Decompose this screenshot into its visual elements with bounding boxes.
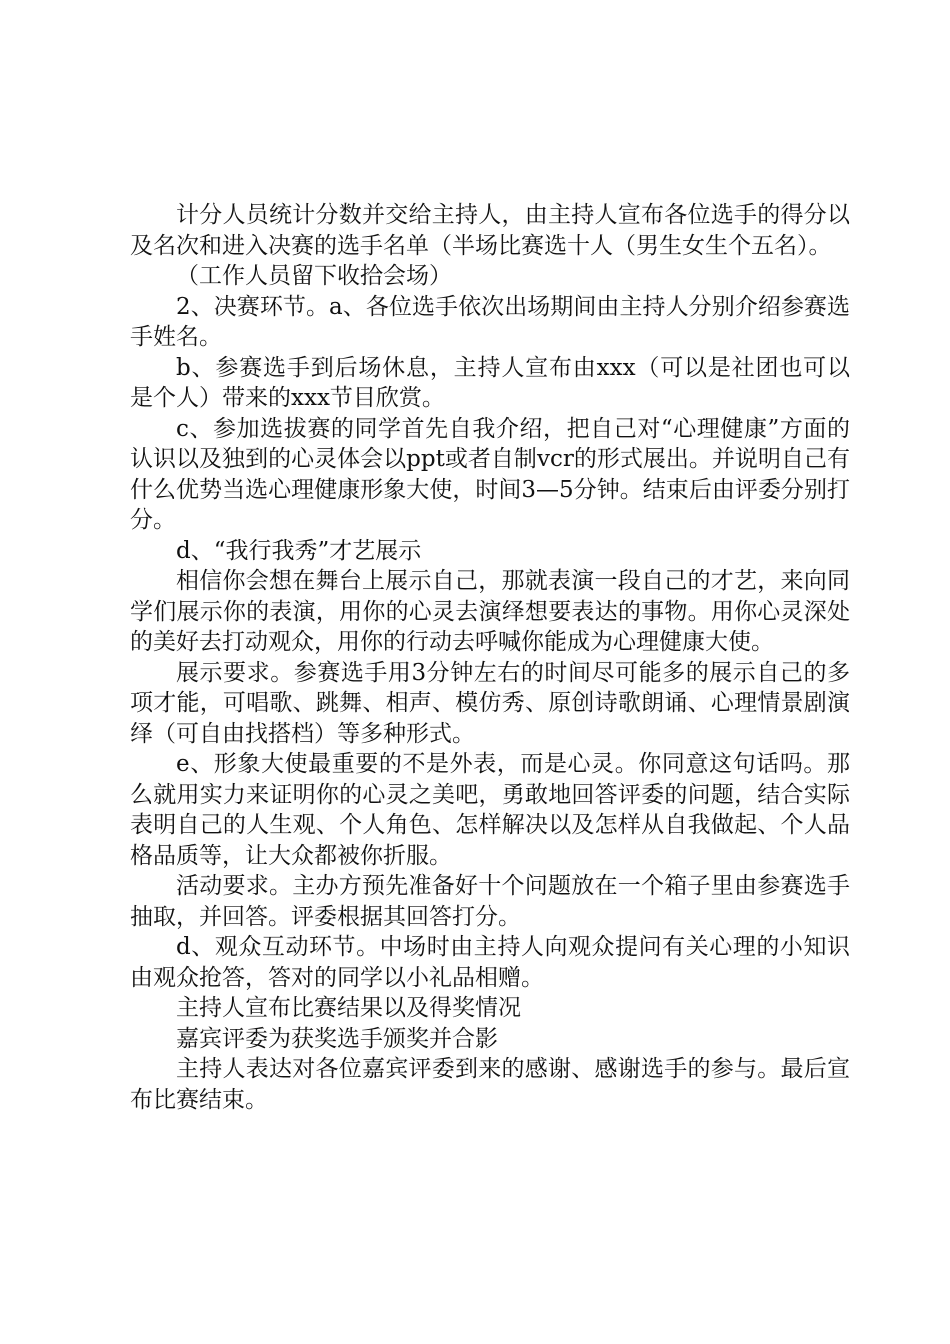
paragraph-closing-thanks: 主持人表达对各位嘉宾评委到来的感谢、感谢选手的参与。最后宣布比赛结束。 xyxy=(130,1056,850,1113)
paragraph-display-requirements: 展示要求。参赛选手用3分钟左右的时间尽可能多的展示自己的多项才能，可唱歌、跳舞、相声、模仿秀、原创诗歌朗诵、心理情景剧演绎（可自由找搭档）等多种形式。 xyxy=(130,659,850,747)
paragraph-scoring: 计分人员统计分数并交给主持人，由主持人宣布各位选手的得分以及名次和进入决赛的选手名单（半场比赛选十人（男生女生个五名）。 xyxy=(130,202,850,259)
paragraph-final-round: 2、决赛环节。a、各位选手依次出场期间由主持人分别介绍参赛选手姓名。 xyxy=(130,293,850,350)
document-body xyxy=(130,200,850,1115)
paragraph-inner-beauty: e、形象大使最重要的不是外表，而是心灵。你同意这句话吗。那么就用实力来证明你的心灵之美吧，勇敢地回答评委的问题，结合实际表明自己的人生观、个人角色、怎样解决以及怎样从自我做起、个人品格品质等，让大众都被你折服。 xyxy=(130,751,850,869)
paragraph-activity-requirements: 活动要求。主办方预先准备好十个问题放在一个箱子里由参赛选手抽取，并回答。评委根据其回答打分。 xyxy=(130,873,850,930)
paragraph-talent-show-description: 相信你会想在舞台上展示自己，那就表演一段自己的才艺，来向同学们展示你的表演，用你的心灵去演绎想要表达的事物。用你心灵深处的美好去打动观众，用你的行动去呼喊你能成为心理健康大使。 xyxy=(130,568,850,655)
paragraph-self-introduction: c、参加选拔赛的同学首先自我介绍，把自己对“心理健康”方面的认识以及独到的心灵体会以ppt或者自制vcr的形式展出。并说明自己有什么优势当选心理健康形象大使，时间3—5分钟。结束后由评委分别打分。 xyxy=(130,415,850,533)
paragraph-staff-cleanup: （工作人员留下收拾会场） xyxy=(176,263,452,289)
paragraph-audience-interaction: d、观众互动环节。中场时由主持人向观众提问有关心理的小知识由观众抢答，答对的同学以小礼品相赠。 xyxy=(130,934,850,991)
paragraph-award-ceremony: 嘉宾评委为获奖选手颁奖并合影 xyxy=(176,1025,498,1052)
paragraph-talent-show-heading: d、“我行我秀”才艺展示 xyxy=(176,537,422,564)
paragraph-announce-results: 主持人宣布比赛结果以及得奖情况 xyxy=(176,995,521,1021)
paragraph-contestants-rest: b、参赛选手到后场休息，主持人宣布由xxx（可以是社团也可以是个人）带来的xxx节目欣赏。 xyxy=(130,354,850,411)
